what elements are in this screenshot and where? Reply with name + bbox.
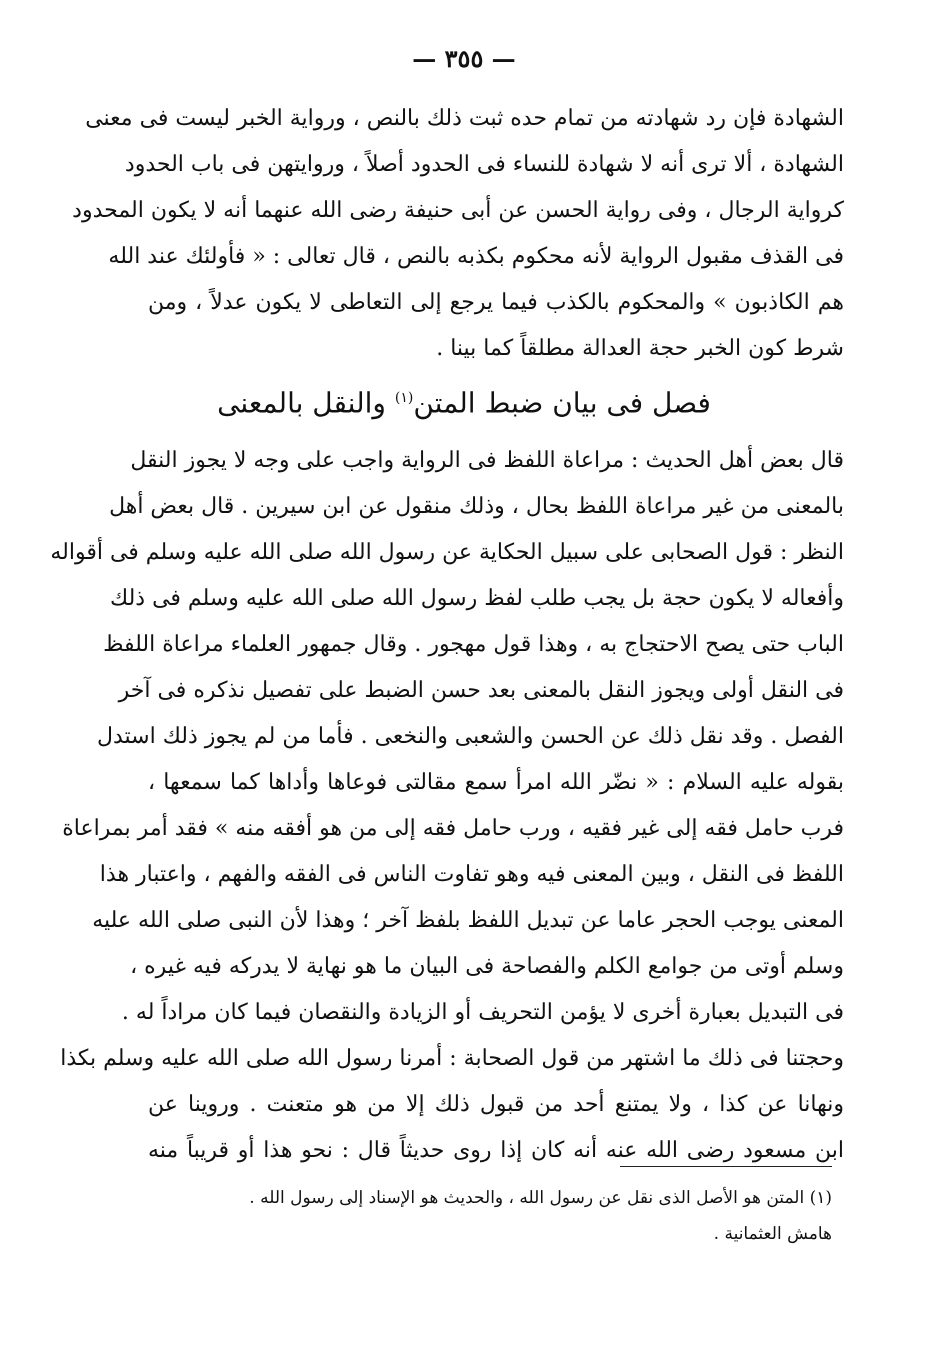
top-paragraph-line: شرط كون الخبر حجة العدالة مطلقاً كما بينا . <box>436 336 844 361</box>
top-paragraph-line: الشهادة فإن رد شهادته من تمام حده ثبت ذلك بالنص ، ورواية الخبر ليست فى معنى <box>85 106 844 131</box>
main-paragraph-line: ونهانا عن كذا ، ولا يمتنع أحد من قبول ذلك إلا من هو متعنت . وروينا عن <box>148 1092 844 1117</box>
section-heading <box>0 376 928 425</box>
main-paragraph-line: بالمعنى من غير مراعاة اللفظ بحال ، وذلك منقول عن ابن سيرين . قال بعض أهل <box>109 494 844 519</box>
section-heading-subtitle: والنقل بالمعنى <box>217 386 395 420</box>
main-paragraph-line: اللفظ فى النقل ، وبين المعنى فيه وهو تفاوت الناس فى الفقه والفهم ، واعتبار هذا <box>99 862 844 887</box>
main-paragraph-line: بقوله عليه السلام : « نضّر الله امرأ سمع مقالتى فوعاها وأداها كما سمعها ، <box>148 770 844 795</box>
page-number: — ٣٥٥ — <box>412 44 516 73</box>
top-paragraph <box>72 96 844 372</box>
top-paragraph-line: هم الكاذبون » والمحكوم بالكذب فيما يرجع إلى التعاطى لا يكون عدلاً ، ومن <box>148 290 844 315</box>
main-paragraph-line: الباب حتى يصح الاحتجاج به ، وهذا قول مهجور . وقال جمهور العلماء مراعاة اللفظ <box>103 632 844 657</box>
main-paragraph-line: فى النقل أولى ويجوز النقل بالمعنى بعد حسن الضبط على تفصيل نذكره فى آخر <box>118 678 844 703</box>
main-paragraph-line: ابن مسعود رضى الله عنه أنه كان إذا روى حديثاً قال : نحو هذا أو قريباً منه <box>148 1138 844 1163</box>
main-paragraph-line: قال بعض أهل الحديث : مراعاة اللفظ فى الرواية واجب على وجه لا يجوز النقل <box>130 448 844 473</box>
main-paragraph-line: فرب حامل فقه إلى غير فقيه ، ورب حامل فقه إلى من هو أفقه منه » فقد أمر بمراعاة <box>62 816 844 841</box>
main-paragraph-line: الفصل . وقد نقل ذلك عن الحسن والشعبى والنخعى . فأما من لم يجوز ذلك استدل <box>96 724 844 749</box>
main-paragraph <box>50 438 844 1174</box>
footnote-marker: (١) <box>394 390 414 406</box>
main-paragraph-line: وحجتنا فى ذلك ما اشتهر من قول الصحابة : أمرنا رسول الله صلى الله عليه وسلم بكذا <box>60 1046 844 1071</box>
main-paragraph-line: النظر : قول الصحابى على سبيل الحكاية عن رسول الله صلى الله عليه وسلم فى أقواله <box>50 540 844 565</box>
main-paragraph-line: فى التبديل بعبارة أخرى لا يؤمن التحريف أو الزيادة والنقصان فيما كان مراداً له . <box>121 1000 844 1025</box>
main-paragraph-line: وسلم أوتى من جوامع الكلم والفصاحة فى البيان ما هو نهاية لا يدركه فيه غيره ، <box>130 954 844 979</box>
footnote-line: هامش العثمانية . <box>713 1224 832 1244</box>
footnote-divider <box>620 1166 832 1167</box>
top-paragraph-line: الشهادة ، ألا ترى أنه لا شهادة للنساء فى الحدود أصلاً ، وروايتهن فى باب الحدود <box>124 152 844 177</box>
footnote-line: (١) المتن هو الأصل الذى نقل عن رسول الله ، والحديث هو الإسناد إلى رسول الله . <box>249 1188 832 1208</box>
main-paragraph-line: المعنى يوجب الحجر عاما عن تبديل اللفظ بلفظ آخر ؛ وهذا لأن النبى صلى الله عليه <box>92 908 844 933</box>
top-paragraph-line: فى القذف مقبول الرواية لأنه محكوم بكذبه بالنص ، قال تعالى : « فأولئك عند الله <box>108 244 844 269</box>
footnotes <box>150 1180 832 1252</box>
main-paragraph-line: وأفعاله لا يكون حجة بل يجب طلب لفظ رسول الله صلى الله عليه وسلم فى ذلك <box>110 586 844 611</box>
top-paragraph-line: كرواية الرجال ، وفى رواية الحسن عن أبى حنيفة رضى الله عنهما أنه لا يكون المحدود <box>72 198 844 223</box>
section-heading-title: فصل فى بيان ضبط المتن <box>413 386 711 420</box>
